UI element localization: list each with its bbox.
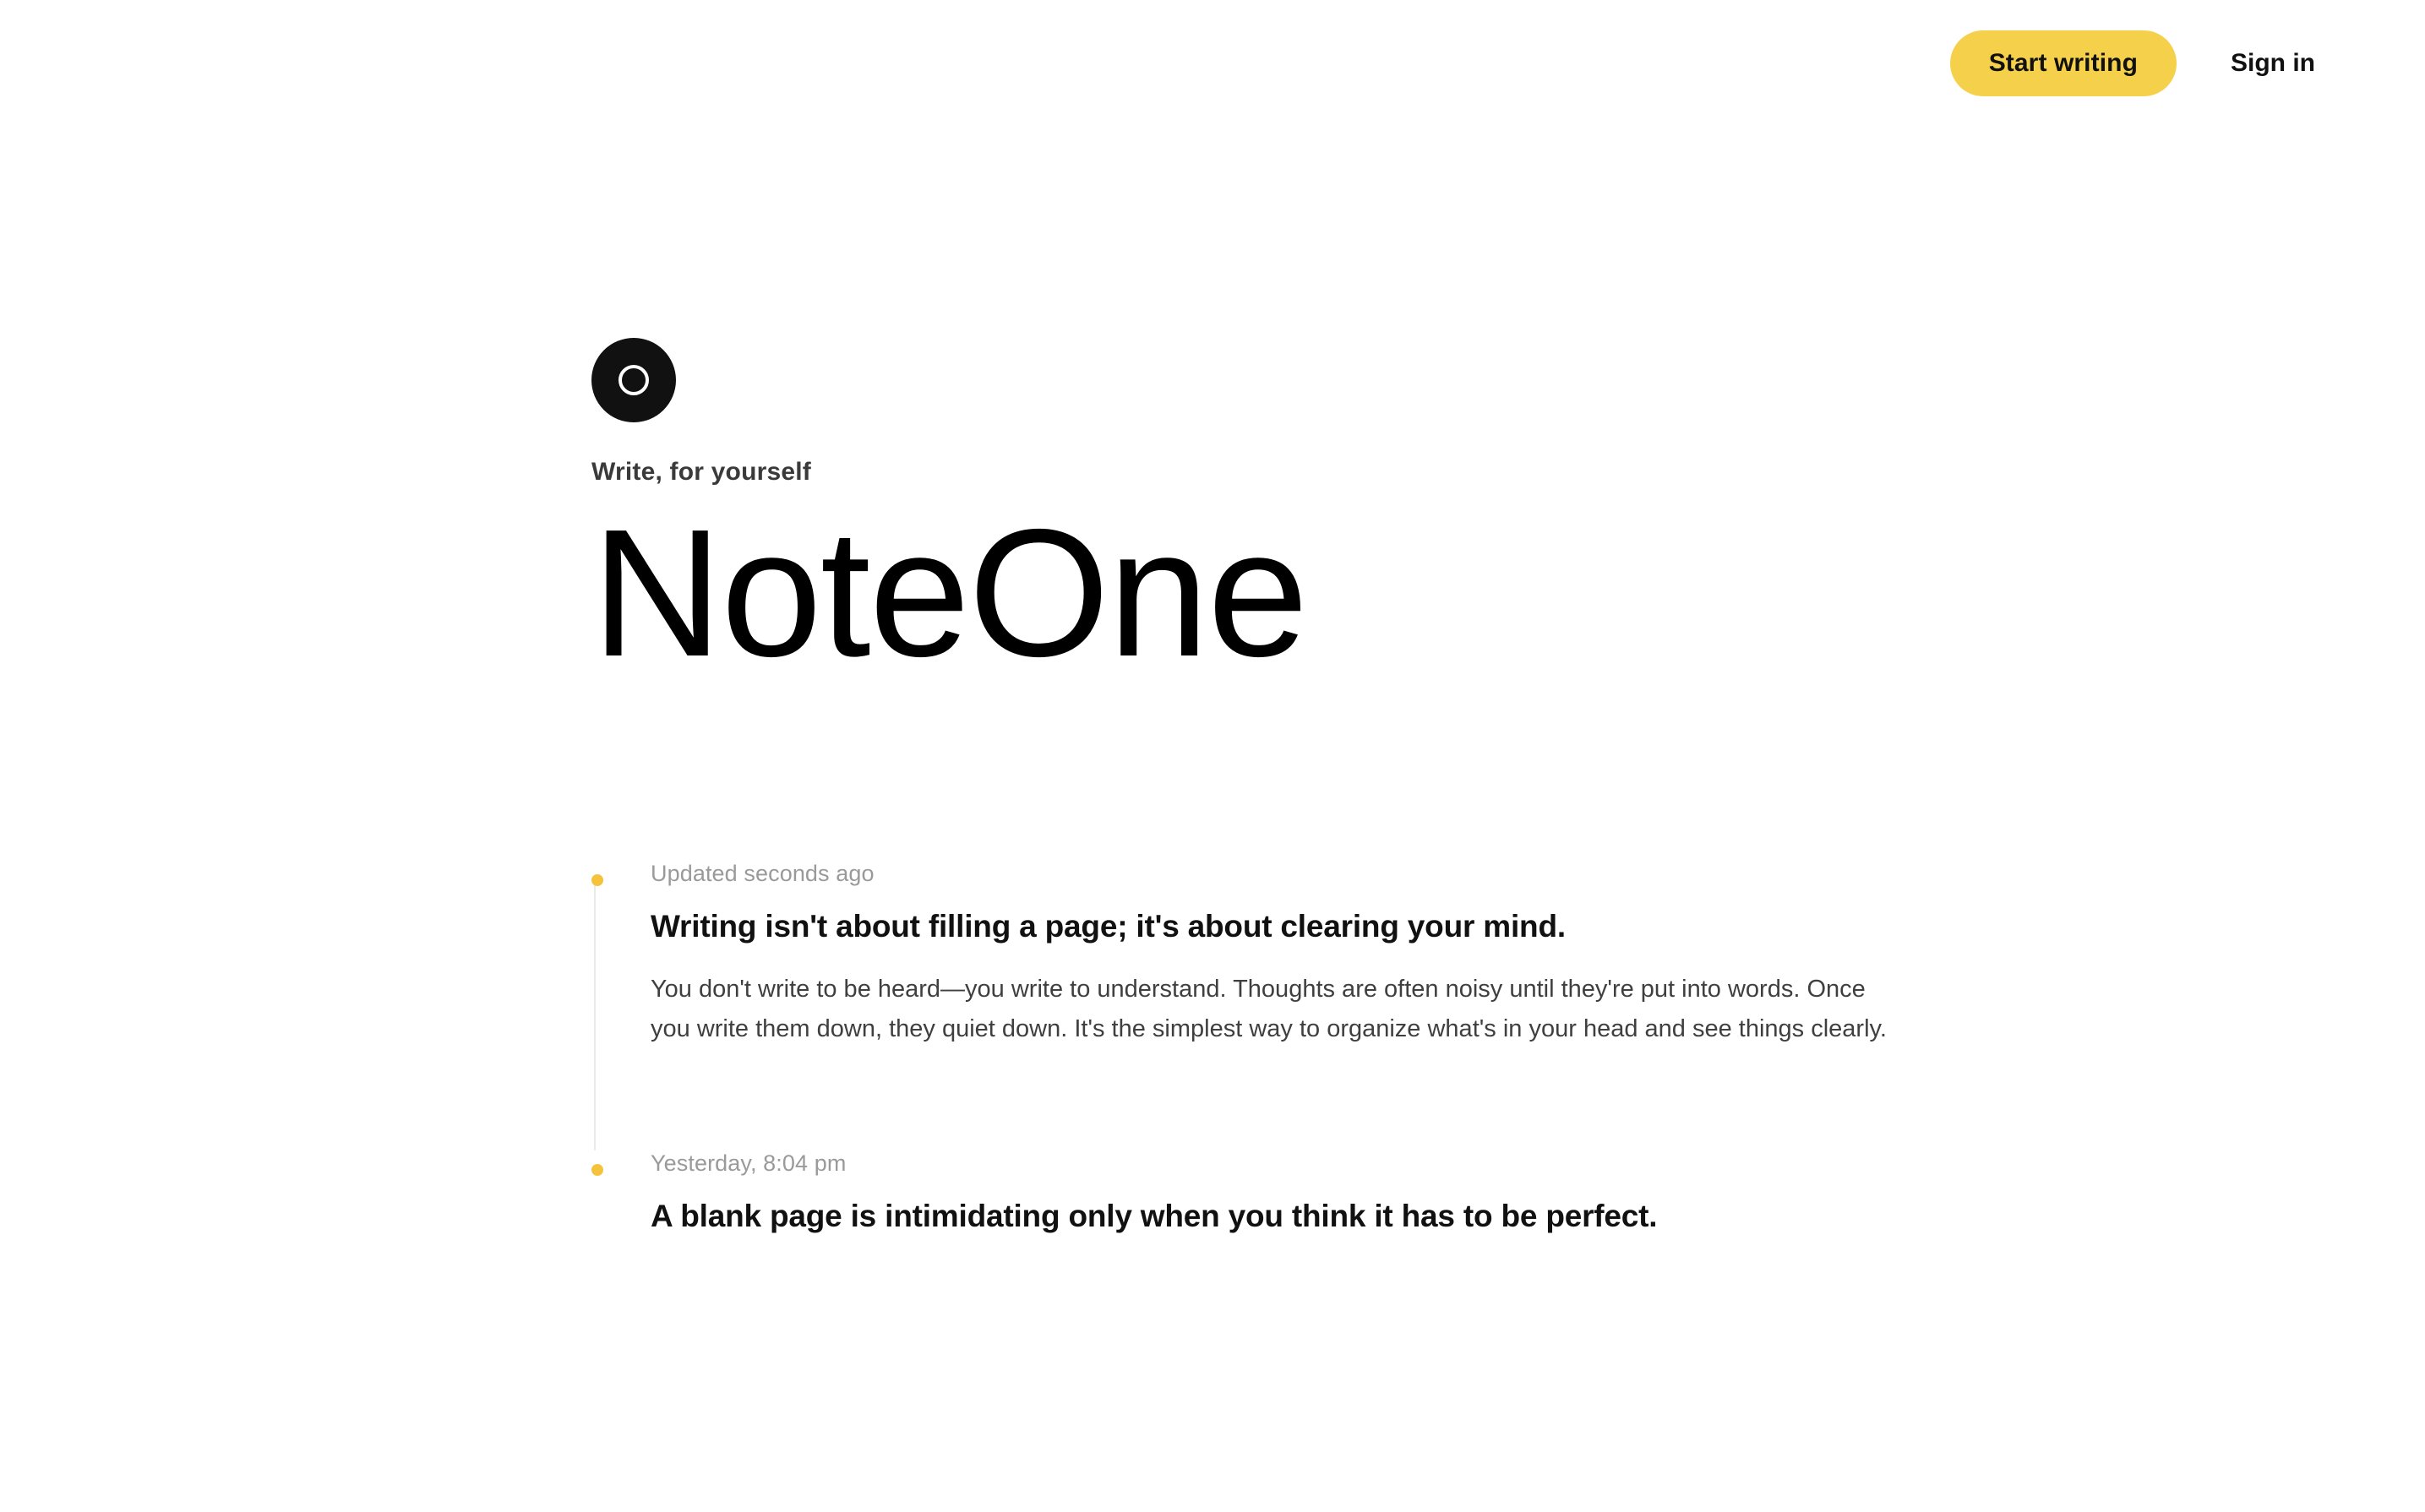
list-item[interactable]: [591, 861, 2425, 1150]
note-title[interactable]: A blank page is intimidating only when you think it has to be perfect.: [651, 1199, 1658, 1234]
sign-in-link[interactable]: Sign in: [2231, 49, 2315, 77]
notes-timeline: [591, 861, 2425, 1236]
timeline-dot-icon: [591, 874, 603, 886]
hero-section: [591, 338, 2425, 694]
note-body: You don't write to be heard—you write to understand. Thoughts are often noisy until they're put into words. Once you write them down, they quiet down. It's the simplest way to organize what's in your head and see things clearly.: [651, 976, 1887, 1043]
note-timestamp: Updated seconds ago: [651, 861, 875, 886]
note-timestamp: Yesterday, 8:04 pm: [651, 1150, 847, 1177]
timeline-dot-icon: [591, 1164, 603, 1176]
note-title[interactable]: Writing isn't about filling a page; it's about clearing your mind.: [651, 909, 1566, 944]
start-writing-button[interactable]: Start writing: [1950, 30, 2177, 96]
circle-ring-icon-inner: [619, 365, 649, 395]
list-item[interactable]: [591, 1150, 2425, 1236]
circle-ring-icon: [591, 338, 676, 422]
page-content: [0, 338, 2425, 1236]
page-title: NoteOne: [591, 491, 1307, 694]
top-navigation-bar: [0, 0, 2425, 127]
hero-tagline: Write, for yourself: [591, 458, 811, 486]
timeline-rail: [594, 881, 596, 1150]
